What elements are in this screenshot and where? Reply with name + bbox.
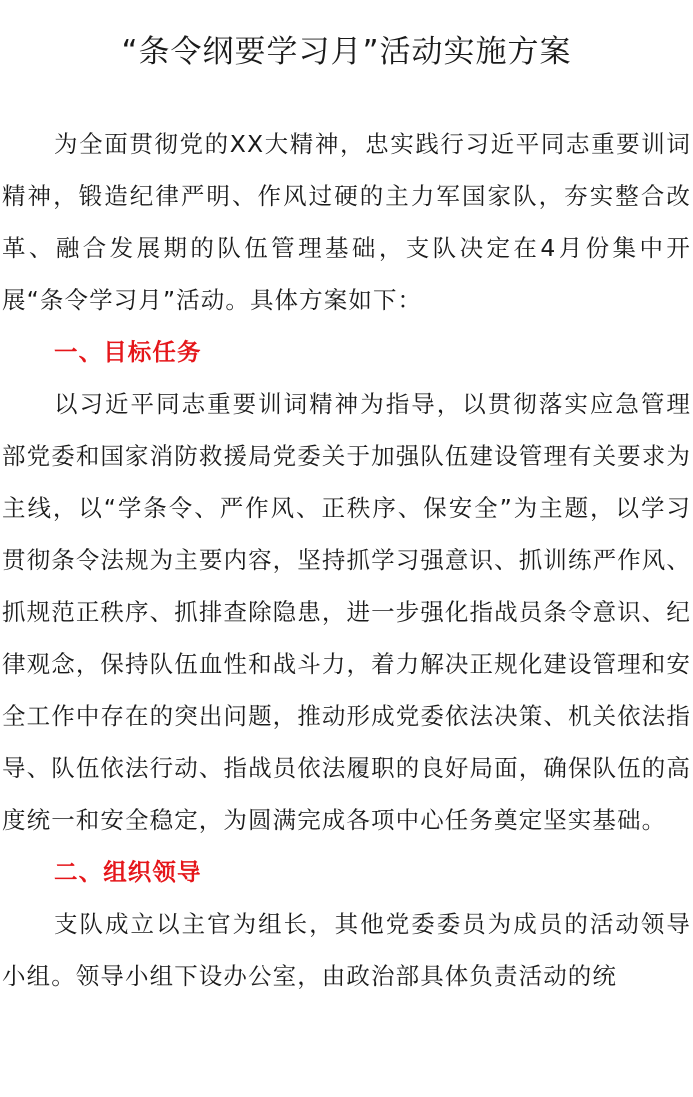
section-heading-leadership: 二、组织领导 <box>54 858 202 886</box>
section-text-goals: 以习近平同志重要训词精神为指导，以贯彻落实应急管理部党委和国家消防救援局党委关于加强队伍建设管理有关要求为主线，以“学条令、严作风、正秩序、保安全”为主题，以学习贯彻条令法规为主要内容，坚持抓学习强意识、抓训练严作风、抓规范正秩序、抓排查除隐患，进一步强化指战员条令意识、纪律观念，保持队伍血性和战斗力，着力解决正规化建设管理和安全工作中存在的突出问题，推动形成党委依法决策、机关依法指导、队伍依法行动、指战员依法履职的良好局面，确保队伍的高度统一和安全稳定，为圆满完成各项中心任务奠定坚实基础。 <box>2 390 691 834</box>
intro-paragraph: 为全面贯彻党的XX大精神，忠实践行习近平同志重要训词精神，锻造纪律严明、作风过硬的主力军国家队，夯实整合改革、融合发展期的队伍管理基础，支队决定在4月份集中开展“条令学习月”活动。具体方案如下： <box>2 130 691 314</box>
section-text-leadership: 支队成立以主官为组长，其他党委委员为成员的活动领导小组。领导小组下设办公室，由政治部具体负责活动的统 <box>2 910 691 990</box>
document-title: “条令纲要学习月”活动实施方案 <box>121 34 572 70</box>
section-heading-goals: 一、目标任务 <box>54 338 202 366</box>
document-body <box>2 118 691 1002</box>
